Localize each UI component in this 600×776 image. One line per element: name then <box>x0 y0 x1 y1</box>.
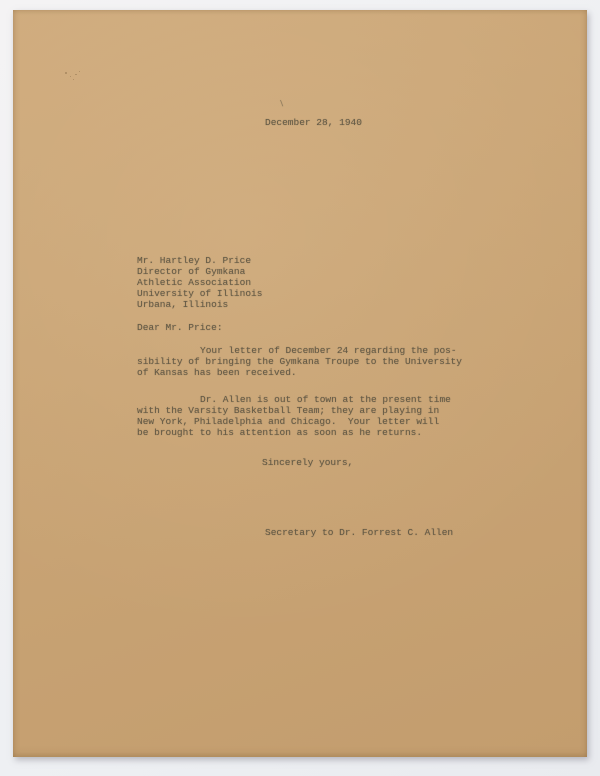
address-line: Mr. Hartley D. Price <box>137 255 252 266</box>
closing: Sincerely yours, <box>262 457 354 468</box>
address-line: University of Illinois <box>137 288 263 299</box>
letter-body <box>137 345 462 438</box>
address-line: Director of Gymkana <box>137 266 246 277</box>
letter-paper <box>13 10 587 757</box>
stray-pen-mark: \ <box>278 99 285 110</box>
address-line: Urbana, Illinois <box>137 299 229 310</box>
recipient-address-block <box>137 255 262 310</box>
address-line: Athletic Association <box>137 277 252 288</box>
signature-line: Secretary to Dr. Forrest C. Allen <box>265 527 454 538</box>
body-line: sibility of bringing the Gymkana Troupe to the University <box>137 356 462 367</box>
paper-speck <box>65 72 67 74</box>
body-line: with the Varsity Basketball Team; they are playing in <box>137 405 440 416</box>
body-line: Dr. Allen is out of town at the present time <box>200 394 451 405</box>
salutation: Dear Mr. Price: <box>137 322 223 333</box>
paper-speck <box>75 74 77 75</box>
body-line: be brought to his attention as soon as he returns. <box>137 427 423 438</box>
body-line: of Kansas has been received. <box>137 367 297 378</box>
body-line: Your letter of December 24 regarding the pos- <box>200 345 457 356</box>
date-line: December 28, 1940 <box>265 117 362 128</box>
paper-speck <box>73 79 74 80</box>
body-line: New York, Philadelphia and Chicago. Your letter will <box>137 416 440 427</box>
body-paragraph <box>137 345 462 378</box>
body-paragraph <box>137 394 462 438</box>
paper-speck <box>79 71 80 72</box>
paper-speck <box>70 76 71 77</box>
